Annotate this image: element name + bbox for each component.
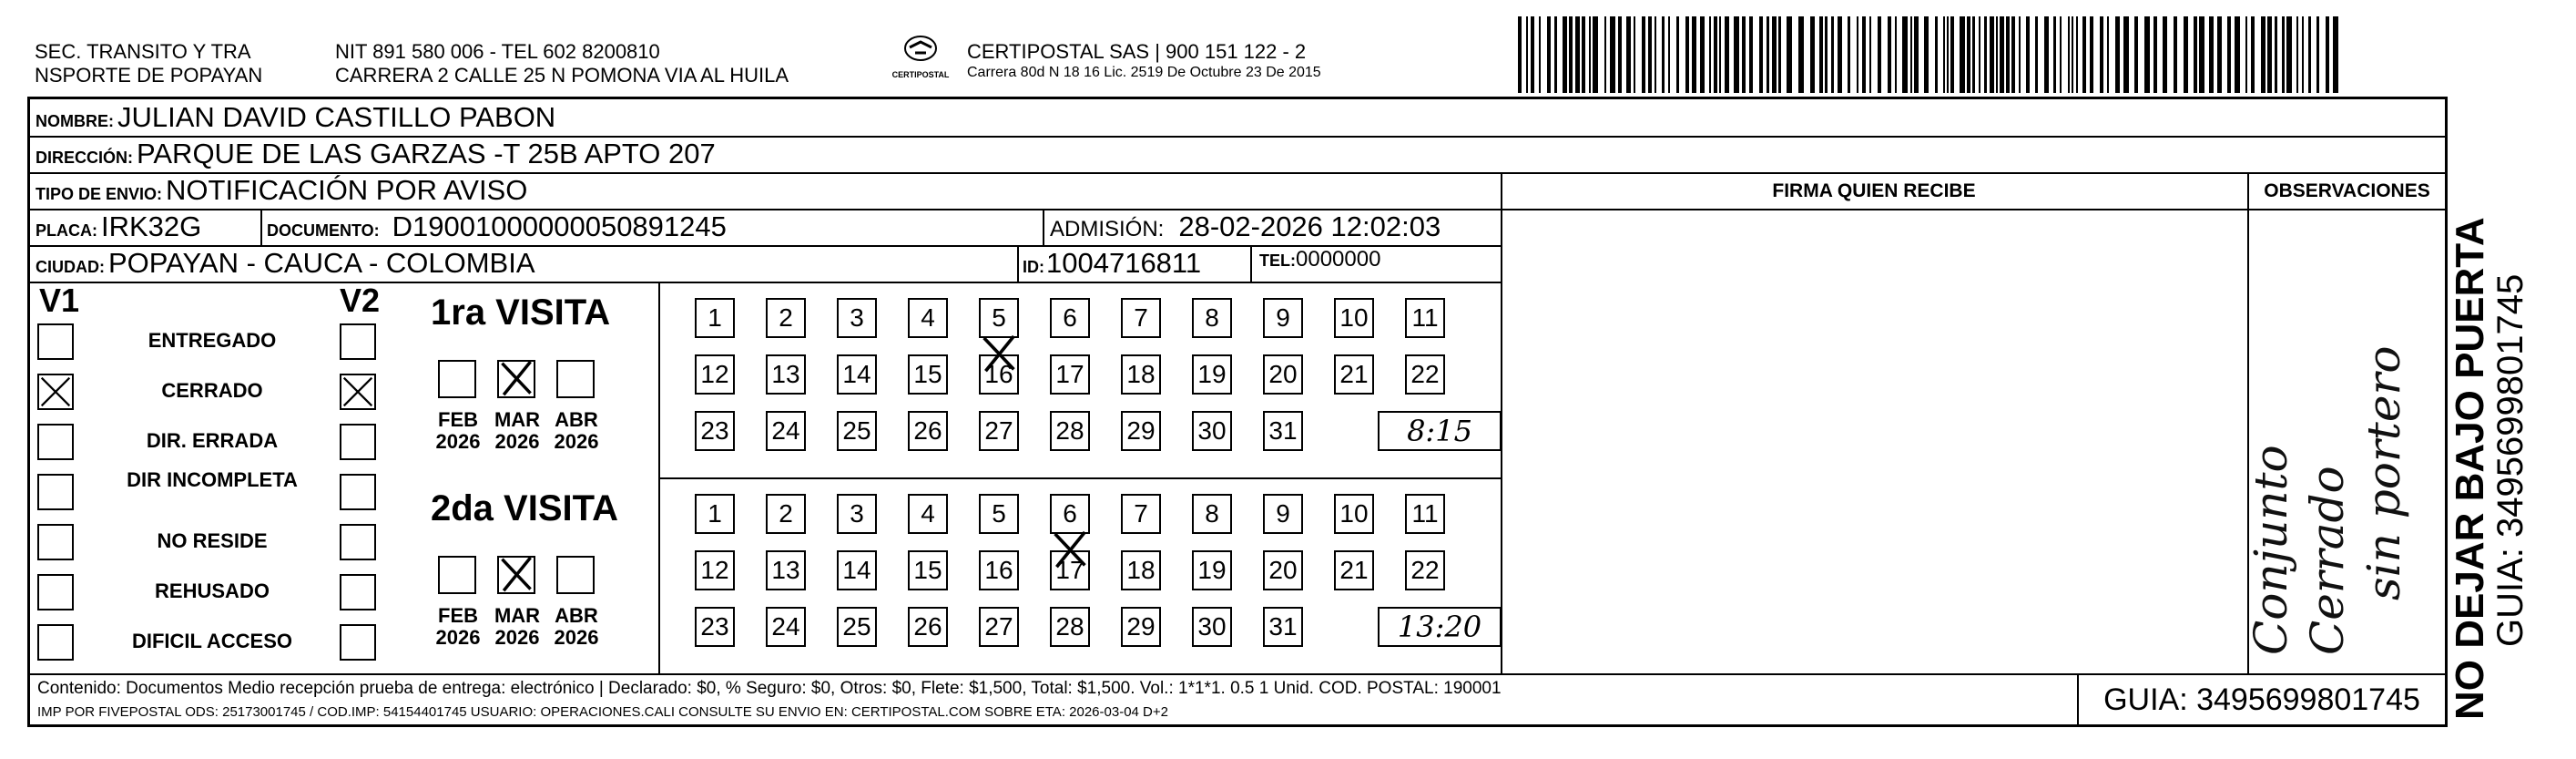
day-box[interactable]: 10 (1334, 298, 1374, 338)
month-checkbox[interactable] (438, 360, 476, 398)
v2-checkbox[interactable] (340, 323, 376, 360)
day-box[interactable]: 25 (837, 411, 877, 451)
nit-line: NIT 891 580 006 - TEL 602 8200810 (335, 40, 660, 63)
day-box[interactable]: 8 (1192, 494, 1232, 534)
observaciones-line-2: sin portero (2357, 345, 2410, 600)
v1-checkbox[interactable] (37, 474, 74, 510)
v2-checkbox[interactable] (340, 624, 376, 661)
barcode-bar (2209, 16, 2214, 93)
company-info (967, 40, 1321, 82)
month-checkbox[interactable] (497, 360, 535, 398)
barcode-bar (1910, 16, 1912, 93)
day-box[interactable]: 3 (837, 494, 877, 534)
day-box[interactable]: 4 (908, 494, 948, 534)
v2-checkbox[interactable] (340, 474, 376, 510)
barcode-bar (1700, 16, 1705, 93)
barcode-bar (2282, 16, 2285, 93)
day-box[interactable]: 29 (1121, 607, 1161, 647)
barcode-bar (1589, 16, 1591, 93)
month-label (431, 605, 485, 649)
month-checkbox[interactable] (556, 360, 595, 398)
barcode-bar (1714, 16, 1717, 93)
day-box[interactable]: 19 (1192, 550, 1232, 590)
direccion-row (36, 138, 716, 170)
direccion-value: PARQUE DE LAS GARZAS -T 25B APTO 207 (137, 138, 716, 169)
barcode-bar (1582, 16, 1585, 93)
barcode (1518, 16, 2342, 93)
barcode-bar (1935, 16, 1938, 93)
day-box[interactable]: 10 (1334, 494, 1374, 534)
month-name: MAR (494, 408, 541, 431)
month-name: FEB (438, 604, 478, 627)
day-box[interactable]: 31 (1263, 607, 1303, 647)
day-box[interactable]: 19 (1192, 354, 1232, 395)
barcode-bar (1902, 16, 1908, 93)
v2-label: V2 (340, 282, 381, 319)
day-box[interactable]: 29 (1121, 411, 1161, 451)
barcode-bar (1668, 16, 1670, 93)
v1-checkbox[interactable] (37, 424, 74, 460)
month-name: MAR (494, 604, 541, 627)
tipo-label: TIPO DE ENVIO: (36, 185, 163, 203)
barcode-bar (1593, 16, 1598, 93)
barcode-bar (1848, 16, 1850, 93)
v2-checkbox[interactable] (340, 374, 376, 410)
barcode-bar (1662, 16, 1665, 93)
visit-time-value: 13:20 (1397, 610, 1482, 644)
barcode-bar (1518, 16, 1522, 93)
barcode-bar (1895, 16, 1897, 93)
barcode-bar (1734, 16, 1739, 93)
barcode-bar (2026, 16, 2030, 93)
tipo-value: NOTIFICACIÓN POR AVISO (166, 174, 528, 206)
day-box[interactable]: 30 (1192, 411, 1232, 451)
barcode-bar (2267, 16, 2272, 93)
id-value: 1004716811 (1046, 247, 1202, 279)
observaciones-note (2243, 263, 2412, 655)
barcode-bar (1749, 16, 1753, 93)
barcode-bar (2000, 16, 2004, 93)
month-label (549, 605, 604, 649)
month-name: FEB (438, 408, 478, 431)
status-label: DIFICIL ACCESO (131, 630, 292, 652)
day-box[interactable]: 28 (1050, 411, 1090, 451)
barcode-bar (2316, 16, 2319, 93)
nombre-value: JULIAN DAVID CASTILLO PABON (117, 101, 556, 133)
day-box[interactable]: 20 (1263, 550, 1303, 590)
barcode-bar (2235, 16, 2240, 93)
company-line: CERTIPOSTAL SAS | 900 151 122 - 2 (967, 40, 1307, 63)
v1-checkbox[interactable] (37, 323, 74, 360)
month-year: 2026 (435, 430, 481, 453)
visit-time (1378, 607, 1502, 647)
ciudad-value: POPAYAN - CAUCA - COLOMBIA (108, 247, 535, 279)
day-box[interactable]: 7 (1121, 494, 1161, 534)
day-box[interactable]: 9 (1263, 298, 1303, 338)
barcode-bar (2194, 16, 2197, 93)
day-box[interactable]: 3 (837, 298, 877, 338)
barcode-bar (1862, 16, 1866, 93)
tel-row (1259, 247, 1380, 272)
day-box[interactable]: 18 (1121, 354, 1161, 395)
barcode-bar (2060, 16, 2062, 93)
tel-label: TEL: (1259, 251, 1296, 270)
barcode-bar (1888, 16, 1891, 93)
month-label (490, 605, 545, 649)
month-name: ABR (555, 408, 598, 431)
day-box[interactable]: 14 (837, 354, 877, 395)
v1-label: V1 (39, 282, 80, 319)
barcode-bar (1810, 16, 1815, 93)
barcode-bar (2072, 16, 2073, 93)
barcode-bar (1914, 16, 1919, 93)
barcode-bar (1979, 16, 1980, 93)
day-box[interactable]: 22 (1405, 550, 1445, 590)
direccion-label: DIRECCIÓN: (36, 149, 133, 167)
status-label: CERRADO (161, 379, 263, 402)
day-box[interactable]: 22 (1405, 354, 1445, 395)
day-box[interactable]: 6 (1050, 494, 1090, 534)
month-name: ABR (555, 604, 598, 627)
barcode-bar (1787, 16, 1792, 93)
barcode-bar (2107, 16, 2109, 93)
day-box[interactable]: 11 (1405, 494, 1445, 534)
day-box[interactable]: 2 (766, 298, 806, 338)
logo-icon (902, 35, 939, 66)
visit-title: 2da VISITA (431, 488, 618, 528)
placa-value: IRK32G (101, 210, 202, 242)
visit-title: 1ra VISITA (431, 292, 611, 333)
barcode-bar (1960, 16, 1965, 93)
sender-line-2: NSPORTE DE POPAYAN (35, 64, 263, 87)
barcode-bar (2123, 16, 2129, 93)
barcode-bar (2090, 16, 2093, 93)
barcode-bar (1604, 16, 1606, 93)
month-label (490, 409, 545, 453)
tipo-row (36, 174, 527, 207)
logo-text: CERTIPOSTAL (891, 70, 950, 79)
month-year: 2026 (435, 626, 481, 649)
barcode-bar (1547, 16, 1551, 93)
barcode-bar (1990, 16, 1994, 93)
admision-row (1050, 210, 1441, 243)
placa-row (36, 210, 201, 243)
v1-checkbox[interactable] (37, 574, 74, 610)
footer-guia: GUIA: 3495699801745 (2103, 682, 2420, 717)
barcode-bar (1831, 16, 1834, 93)
status-label: REHUSADO (155, 580, 270, 602)
barcode-bar (2302, 16, 2304, 93)
day-box[interactable]: 6 (1050, 298, 1090, 338)
v1-checkbox[interactable] (37, 524, 74, 560)
barcode-bar (2286, 16, 2292, 93)
footer-content: Contenido: Documentos Medio recepción prueba de entrega: electrónico | Declarado: $0, % Seguro: $0, Otros: $0, Flete: $1,500, Total: $1,500. Vol.: 1*1*1. 0.5 1 Unid. COD. POSTAL: 190001 (37, 679, 1502, 698)
barcode-bar (1798, 16, 1804, 93)
barcode-bar (2076, 16, 2078, 93)
certipostal-logo (889, 35, 952, 79)
status-label: DIR. ERRADA (146, 429, 279, 452)
observaciones-line-1: Conjunto Cerrado (2245, 445, 2354, 655)
month-year: 2026 (554, 430, 599, 453)
day-box[interactable]: 27 (979, 411, 1019, 451)
barcode-bar (1531, 16, 1534, 93)
placa-label: PLACA: (36, 221, 97, 240)
month-year: 2026 (494, 626, 540, 649)
barcode-bar (1996, 16, 1998, 93)
nombre-row (36, 101, 555, 134)
documento-label: DOCUMENTO: (267, 221, 380, 240)
admision-value: 28-02-2026 12:02:03 (1178, 210, 1441, 242)
day-box[interactable]: 15 (908, 550, 948, 590)
barcode-bar (2163, 16, 2167, 93)
shipping-form (27, 97, 2448, 727)
day-box[interactable]: 26 (908, 607, 948, 647)
sender-name (35, 40, 262, 87)
day-box[interactable]: 1 (695, 494, 735, 534)
barcode-bar (1943, 16, 1945, 93)
barcode-bar (1575, 16, 1580, 93)
nombre-label: NOMBRE: (36, 112, 114, 130)
barcode-bar (2261, 16, 2265, 93)
day-box[interactable]: 31 (1263, 411, 1303, 451)
barcode-bar (1618, 16, 1622, 93)
day-box[interactable]: 9 (1263, 494, 1303, 534)
month-checkbox[interactable] (438, 556, 476, 594)
barcode-bar (1626, 16, 1631, 93)
barcode-bar (1709, 16, 1711, 93)
barcode-bar (1526, 16, 1528, 93)
month-label (549, 409, 604, 453)
day-box[interactable]: 5 (979, 298, 1019, 338)
barcode-bar (1569, 16, 1573, 93)
barcode-bar (1819, 16, 1823, 93)
status-label: NO RESIDE (157, 529, 268, 552)
barcode-bar (2275, 16, 2277, 93)
day-box[interactable]: 27 (979, 607, 1019, 647)
barcode-bar (2308, 16, 2311, 93)
barcode-bar (1947, 16, 1949, 93)
day-box[interactable]: 16 (979, 550, 1019, 590)
v2-checkbox[interactable] (340, 524, 376, 560)
day-box[interactable]: 26 (908, 411, 948, 451)
month-label (431, 409, 485, 453)
barcode-bar (1972, 16, 1975, 93)
day-box[interactable]: 13 (766, 550, 806, 590)
sender-line-1: SEC. TRANSITO Y TRA (35, 40, 251, 63)
barcode-bar (1838, 16, 1842, 93)
barcode-bar (2011, 16, 2015, 93)
barcode-bar (2068, 16, 2070, 93)
barcode-bar (1742, 16, 1746, 93)
license-line: Carrera 80d N 18 16 Lic. 2519 De Octubre 23 De 2015 (967, 65, 1321, 80)
barcode-bar (2082, 16, 2086, 93)
day-box[interactable]: 23 (695, 411, 735, 451)
day-box[interactable]: 24 (766, 411, 806, 451)
barcode-bar (1869, 16, 1871, 93)
month-year: 2026 (494, 430, 540, 453)
firma-header: FIRMA QUIEN RECIBE (1772, 180, 1976, 201)
barcode-bar (1825, 16, 1828, 93)
barcode-bar (2044, 16, 2049, 93)
barcode-bar (2184, 16, 2188, 93)
day-box[interactable]: 30 (1192, 607, 1232, 647)
day-box[interactable]: 2 (766, 494, 806, 534)
documento-value: D19001000000050891245 (392, 210, 727, 242)
barcode-bar (1878, 16, 1881, 93)
barcode-bar (2053, 16, 2056, 93)
observaciones-header: OBSERVACIONES (2264, 180, 2430, 201)
day-box[interactable]: 23 (695, 607, 735, 647)
footer-print-info: IMP POR FIVEPOSTAL ODS: 25173001745 / COD.IMP: 54154401745 USUARIO: OPERACIONES.CALI CONSULTE SU ENVIO EN: CERTIPOSTAL.COM SOBRE ETA: 2026-03-04 D+2 (37, 704, 1168, 720)
barcode-bar (1857, 16, 1858, 93)
barcode-bar (2326, 16, 2329, 93)
barcode-bar (1655, 16, 1656, 93)
barcode-bar (1759, 16, 1763, 93)
day-box[interactable]: 11 (1405, 298, 1445, 338)
barcode-bar (2134, 16, 2138, 93)
month-year: 2026 (554, 626, 599, 649)
barcode-bar (1539, 16, 1541, 93)
day-box[interactable]: 17 (1050, 550, 1090, 590)
id-row (1023, 247, 1201, 280)
sender-contact (335, 40, 789, 87)
month-checkbox[interactable] (497, 556, 535, 594)
barcode-bar (2100, 16, 2103, 93)
side-warning (2449, 137, 2530, 720)
id-label: ID: (1023, 258, 1044, 276)
day-box[interactable]: 20 (1263, 354, 1303, 395)
visit-time (1378, 411, 1502, 451)
barcode-bar (1772, 16, 1777, 93)
day-box[interactable]: 13 (766, 354, 806, 395)
barcode-bar (1676, 16, 1679, 93)
day-box[interactable]: 25 (837, 607, 877, 647)
tel-value: 0000000 (1296, 247, 1381, 272)
barcode-bar (2115, 16, 2120, 93)
day-box[interactable]: 7 (1121, 298, 1161, 338)
day-box[interactable]: 28 (1050, 607, 1090, 647)
barcode-bar (2019, 16, 2021, 93)
day-box[interactable]: 18 (1121, 550, 1161, 590)
barcode-bar (1984, 16, 1987, 93)
status-label: DIR INCOMPLETA (127, 468, 298, 491)
day-box[interactable]: 5 (979, 494, 1019, 534)
day-box[interactable]: 24 (766, 607, 806, 647)
barcode-bar (1634, 16, 1635, 93)
barcode-bar (1924, 16, 1929, 93)
barcode-bar (1563, 16, 1567, 93)
day-box[interactable]: 21 (1334, 354, 1374, 395)
day-box[interactable]: 12 (695, 550, 735, 590)
visit-time-value: 8:15 (1407, 414, 1472, 448)
barcode-bar (2296, 16, 2298, 93)
side-warning-text: NO DEJAR BAJO PUERTA (2448, 217, 2492, 720)
barcode-bar (1767, 16, 1769, 93)
barcode-bar (2144, 16, 2150, 93)
v2-checkbox[interactable] (340, 574, 376, 610)
day-box[interactable]: 4 (908, 298, 948, 338)
barcode-bar (1719, 16, 1721, 93)
barcode-bar (2245, 16, 2247, 93)
barcode-bar (2199, 16, 2204, 93)
v1-checkbox[interactable] (37, 624, 74, 661)
barcode-bar (1967, 16, 1970, 93)
barcode-bar (1642, 16, 1645, 93)
v2-checkbox[interactable] (340, 424, 376, 460)
day-box[interactable]: 15 (908, 354, 948, 395)
day-box[interactable]: 21 (1334, 550, 1374, 590)
day-box[interactable]: 1 (695, 298, 735, 338)
address-line: CARRERA 2 CALLE 25 N POMONA VIA AL HUILA (335, 64, 789, 87)
day-box[interactable]: 17 (1050, 354, 1090, 395)
barcode-bar (2035, 16, 2038, 93)
admision-label: ADMISIÓN: (1050, 217, 1165, 241)
day-box[interactable]: 8 (1192, 298, 1232, 338)
ciudad-row (36, 247, 535, 280)
barcode-bar (1778, 16, 1781, 93)
barcode-bar (1648, 16, 1652, 93)
barcode-bar (2174, 16, 2177, 93)
barcode-bar (1554, 16, 1557, 93)
v1-checkbox[interactable] (37, 374, 74, 410)
side-guia-text: GUIA: 3495699801745 (2490, 273, 2530, 647)
barcode-bar (1950, 16, 1954, 93)
barcode-bar (1610, 16, 1615, 93)
documento-row (267, 210, 727, 243)
barcode-bar (2217, 16, 2222, 93)
status-label: ENTREGADO (148, 329, 277, 352)
barcode-bar (1692, 16, 1696, 93)
day-box[interactable]: 12 (695, 354, 735, 395)
barcode-bar (1725, 16, 1729, 93)
ciudad-label: CIUDAD: (36, 258, 105, 276)
barcode-bar (2006, 16, 2010, 93)
barcode-bar (2251, 16, 2255, 93)
barcode-bar (1685, 16, 1689, 93)
month-checkbox[interactable] (556, 556, 595, 594)
day-box[interactable]: 16 (979, 354, 1019, 395)
barcode-bar (2333, 16, 2338, 93)
day-box[interactable]: 14 (837, 550, 877, 590)
barcode-bar (2153, 16, 2157, 93)
barcode-bar (2227, 16, 2231, 93)
